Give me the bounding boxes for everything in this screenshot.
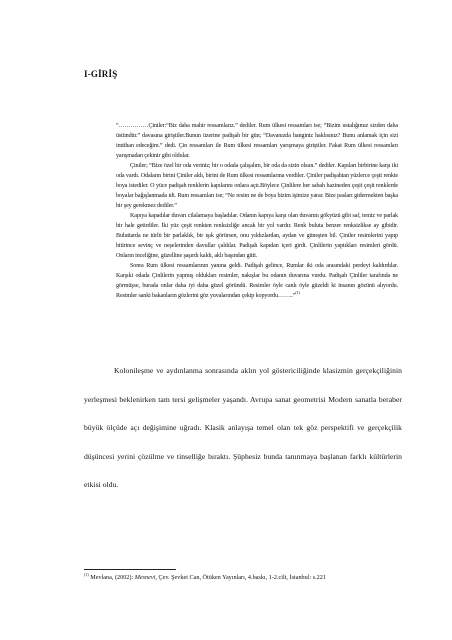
footnote-author: Mevlana, (2002): [90, 574, 135, 581]
block-quote [116, 121, 398, 301]
quote-paragraph: Kapıya kapadılar duvarı cilalamaya başladılar. Odanın kapıya karşı olan duvarını gökyüzü gibi saf, temiz ve parlak bir hale getirdiler. İki yüz çeşit renkten renksizliğe ancak bir yol vardır. Renk buluta benzer renksizlikse ay gibidir. Buluttarda ne türlü bir parlaklık, bir ışık görürsen, onu yıldızlardan, aydan ve güneşten bil. Çiniler resimlerini yapıp bitirince sevinç ve neşelerinden davullar çaldılar. Padişah kapıdan içeri girdi. Çinlilerin yaptıkları resimleri gördü. Onların inceliğine, güzelline şaşırdı kaldı, aklı başından gitti. [116, 213, 398, 259]
footnote-title: Mesnevi [134, 574, 156, 581]
footnote [84, 573, 404, 582]
body-text [84, 357, 402, 500]
section-heading: I-GİRİŞ [84, 69, 118, 79]
quote-paragraph [116, 261, 398, 301]
footnote-divider [84, 569, 176, 570]
quote-paragraph-text: Sonra Rum ülkesi ressamlarının yanına geldi. Padişah gelince, Rumlar iki oda arasındaki perdeyi kaldırdılar. Karşıki odada Çinlilerin yapmış oldukları resimler, nakışlar bu odanın duvarına vurdu. Padişah Çinliler tarafında ne görmüşse, burada onlar daha iyi daha güzel göründü. Resimler öyle canlı öyle güzeldi ki insanın gözünü alıyordu. Resimler sanki bakanların gözlerini göz yuvalarından çekip kopyordu……..” [116, 263, 398, 299]
quote-paragraph: “……………Çiniler:“Biz daha mahir ressamlarız.” dediler. Rum ülkesi ressamları ise; “Bizim ustalığımız sizden daha üstündür.” davasına giriştiler.Bunun üzerine padişah bir gün; “Davanızda hanginiz haklısınız? Bunu anlamak için sizi imtihan edeceğim.” dedi. Çin ressamları ile Rum ülkesi ressamları yarışmaya giriştiler. Fakat Rum ülkesi ressamları yarışmadan çekinir gibi oldular. [116, 123, 398, 159]
quote-paragraph: Çiniler; “Bize özel bir oda veriniz; bir o odada çalışalım, bir oda da sizin olsun.” dediler. Kapıları birbirine karşı iki oda vardı. Odaların birini Çiniler aldı, birini de Rum ülkesi ressamlarına verdiler. Çiniler padişahtan yüzlerce çeşit renkte boya istediler. O yüce padişah renklerin kapılarını onlara açtı.Böylece Çinlilere her sabah hazineden çeşit çeşit renklerde boyalar bağışlanmada idi. Rum ressamları ise; “Ne resim ne de boya bizim işimize yarar. Bize pasları gidermekten başka bir şey gerekmez dediler.” [116, 163, 398, 209]
body-paragraph: Kolonileşme ve aydınlanma sonrasında aklın yol göstericiliğinde klasizmin gerçekçiliğinin yerleşmesi beklenirken tam tersi gelişmeler yaşandı. Avrupa sanat geometrisi Modern sanatla beraber büyük ölçüde açı değişimine uğradı. Klasik anlayışa temel olan tek göz perspektifi ve gerçekçilik düşüncesi yerini çözülme ve tinselliğe bıraktı. Şüphesiz bunda tanınmaya başlanan farklı kültürlerin etkisi oldu. [84, 366, 402, 490]
footnote-details: , Çev. Şevket Can, Ötüken Yayınları, 4.baskı, 1-2.cilt, İstanbul: s.221 [155, 574, 326, 581]
footnote-reference: (1) [295, 289, 300, 295]
footnote-number: (1) [84, 571, 89, 577]
